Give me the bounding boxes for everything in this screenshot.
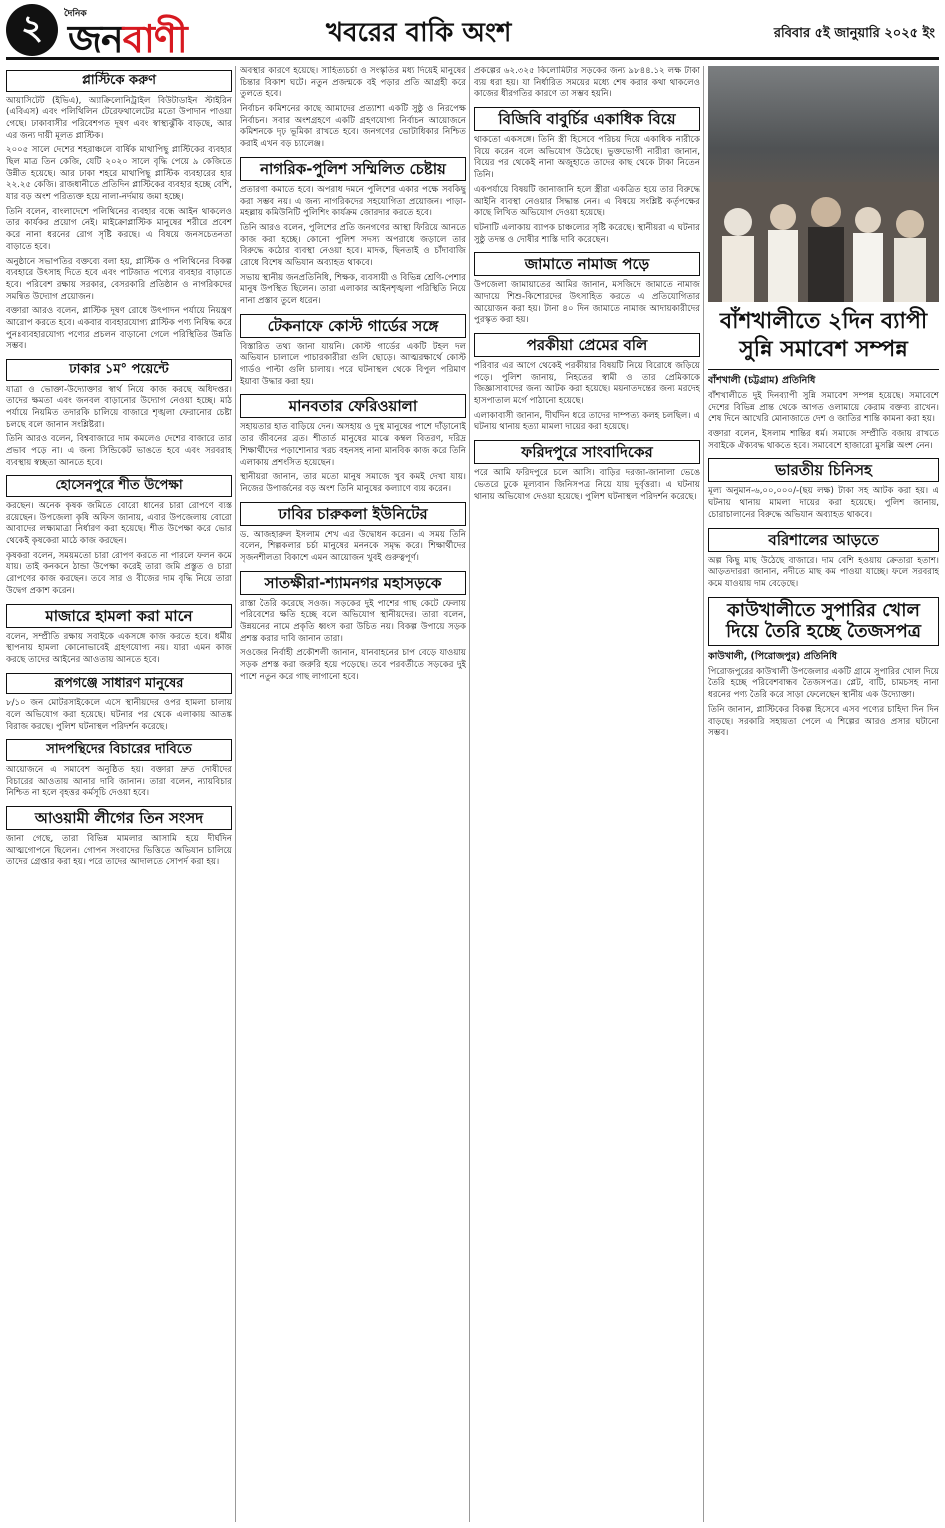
column-1 bbox=[6, 66, 232, 1522]
story-paragraph: ২০০৫ সালে দেশের শহরাঞ্চলে বার্ষিক মাথাপিছু প্লাস্টিকের ব্যবহার ছিল মাত্র তিন কেজি, যেটি ২০২০ সালে বৃদ্ধি পেয়ে ৯ কেজিতে উন্নীত হয়েছে। আর ঢাকা শহরে মাথাপিছু প্লাস্টিক ব্যবহারের হার ২২.২৫ কেজি। রাজধানীতে প্রতিদিন প্লাস্টিকের ব্যবহার হচ্ছে বেশি, যার বড় অংশ পরিত্যক্ত হয়ে নালা-নর্দমায় জমা হচ্ছে। bbox=[6, 145, 232, 203]
story-body bbox=[240, 530, 466, 565]
story-paragraph: ঘটনাটি এলাকায় ব্যাপক চাঞ্চল্যের সৃষ্টি করেছে। স্থানীয়রা এ ঘটনার সুষ্ঠু তদন্ত ও দোষীর শাস্তি দাবি করেছেন। bbox=[474, 222, 700, 245]
news-story bbox=[474, 440, 700, 503]
news-story bbox=[240, 394, 466, 495]
story-paragraph: তিনি বলেন, বাংলাদেশে পলিথিনের ব্যবহার বন্ধে আইন থাকলেও তার কার্যকর প্রয়োগ নেই। মাইক্রোপ্লাস্টিক মানুষের শরীরে প্রবেশ করে নানা ধরনের রোগ সৃষ্টি করছে। এ বিষয়ে জনসচেতনতা বাড়াতে হবে। bbox=[6, 206, 232, 252]
story-paragraph: তিনি আরও বলেন, পুলিশের প্রতি জনগণের আস্থা ফিরিয়ে আনতে কাজ করা হচ্ছে। কোনো পুলিশ সদস্য অপরাধে জড়ালে তার বিরুদ্ধে কঠোর ব্যবস্থা নেওয়া হবে। মাদক, ছিনতাই ও চাঁদাবাজি রোধে বিশেষ অভিযান অব্যাহত থাকবে। bbox=[240, 222, 466, 268]
news-story bbox=[708, 597, 939, 740]
story-headline: বরিশালের আড়তে bbox=[708, 528, 939, 552]
story-headline: মানবতার ফেরিওয়ালা bbox=[240, 394, 466, 418]
story-body bbox=[240, 185, 466, 308]
story-headline: সাতক্ষীরা-শ্যামনগর মহাসড়কে bbox=[240, 571, 466, 595]
news-story bbox=[240, 502, 466, 565]
brand-name bbox=[68, 10, 187, 74]
story-body bbox=[708, 667, 939, 740]
story-paragraph: যাত্রা ও ভোক্তা-উদ্যোক্তার স্বার্থ নিয়ে কাজ করছে অধিদপ্তর। তাদের ক্ষমতা এবং জনবল বাড়ানোর উদ্যোগ নেওয়া হচ্ছে। মাঠ পর্যায়ে নিয়মিত তদারকি চালিয়ে বাজারে শৃঙ্খলা ফেরানোর চেষ্টা চলছে বলে জানান সংশ্লিষ্টরা। bbox=[6, 384, 232, 430]
story-paragraph: ড. আজহারুল ইসলাম শেখ এর উদ্বোধন করেন। এ সময় তিনি বলেন, শিল্পকলার চর্চা মানুষের মননকে সমৃদ্ধ করে। শিক্ষার্থীদের সৃজনশীলতা বিকাশে এমন আয়োজন খুবই গুরুত্বপূর্ণ। bbox=[240, 529, 466, 563]
column-rule bbox=[469, 66, 470, 1522]
news-story bbox=[6, 806, 232, 869]
story-paragraph: এলাকাবাসী জানান, দীর্ঘদিন ধরে তাদের দাম্পত্য কলহ চলছিল। এ ঘটনায় থানায় হত্যা মামলা দায়ের করা হয়েছে। bbox=[474, 410, 700, 433]
story-paragraph: কৃষকরা বলেন, সময়মতো চারা রোপণ করতে না পারলে ফলন কমে যায়। তাই কনকনে ঠান্ডা উপেক্ষা করেই তারা জমি প্রস্তুত ও চারা রোপণের কাজ করছেন। তবে সার ও বীজের দাম বৃদ্ধি নিয়ে তারা উদ্বেগ প্রকাশ করেন। bbox=[6, 550, 232, 596]
story-body bbox=[6, 632, 232, 667]
story-body bbox=[474, 361, 700, 434]
story-paragraph: বলেন, সম্প্রীতি রক্ষায় সবাইকে একসঙ্গে কাজ করতে হবে। ধর্মীয় স্থাপনায় হামলা কোনোভাবেই গ্রহণযোগ্য নয়। যারা এমন কাজ করছে তাদের আইনের আওতায় আনতে হবে। bbox=[6, 631, 232, 665]
story-paragraph: বাঁশখালীতে দুই দিনব্যাপী সুন্নি সমাবেশ সম্পন্ন হয়েছে। সমাবেশে দেশের বিভিন্ন প্রান্ত থেকে আগত ওলামায়ে কেরাম বক্তব্য রাখেন। শেষ দিনে আখেরি মোনাজাতে দেশ ও জাতির শান্তি কামনা করা হয়। bbox=[708, 391, 939, 425]
column-3 bbox=[474, 66, 700, 1522]
story-paragraph: সহায়তার হাত বাড়িয়ে দেন। অসহায় ও দুস্থ মানুষের পাশে দাঁড়ানোই তার জীবনের ব্রত। শীতার্ত মানুষের মাঝে কম্বল বিতরণ, দরিদ্র শিক্ষার্থীদের পড়াশোনার খরচ বহনসহ নানা মানবিক কাজ করে তিনি এলাকায় প্রশংসিত হয়েছেন। bbox=[240, 422, 466, 468]
story-paragraph: করছেন। অনেক কৃষক জমিতে বোরো ধানের চারা রোপণে ব্যস্ত রয়েছেন। উপজেলা কৃষি অফিস জানায়, এবার উপজেলায় বোরো আবাদের লক্ষ্যমাত্রা নির্ধারণ করা হয়েছে। শীত উপেক্ষা করে ভোর থেকেই কৃষকেরা মাঠে কাজ করছেন। bbox=[6, 501, 232, 547]
story-headline: বাঁশখালীতে ২দিন ব্যাপী সুন্নি সমাবেশ সম্পন্ন bbox=[708, 302, 939, 370]
story-body bbox=[708, 486, 939, 521]
news-story bbox=[708, 528, 939, 591]
story-paragraph: মূল্য অনুমান-৬,০০,০০০/-(ছয় লক্ষ) টাকা সহ আটক করা হয়। এ ঘটনায় থানায় মামলা দায়ের করা হয়েছে। পুলিশ জানায়, চোরাচালানের বিরুদ্ধে অভিযান অব্যাহত থাকবে। bbox=[708, 486, 939, 520]
story-headline: নাগরিক-পুলিশ সম্মিলিত চেষ্টায় bbox=[240, 157, 466, 181]
story-headline: ঢাকার ১ম° পয়েন্টে bbox=[6, 359, 232, 381]
story-headline: হোসেনপুরে শীত উপেক্ষা bbox=[6, 475, 232, 497]
news-story bbox=[6, 70, 232, 353]
story-paragraph: বিস্তারিত তথ্য জানা যায়নি। কোস্ট গার্ডের একটি টহল দল অভিযান চালালে পাচারকারীরা গুলি ছোড়ে। আত্মরক্ষার্থে কোস্ট গার্ডও পাল্টা গুলি চালায়। পরে ঘটনাস্থল থেকে বিপুল পরিমাণ ইয়াবা উদ্ধার করা হয়। bbox=[240, 341, 466, 387]
story-body bbox=[6, 834, 232, 869]
story-paragraph: নির্বাচন কমিশনের কাছে আমাদের প্রত্যাশা একটি সুষ্ঠু ও নিরপেক্ষ নির্বাচন। সবার অংশগ্রহণে একটি গ্রহণযোগ্য নির্বাচন আয়োজনে কমিশনকে দৃঢ় ভূমিকা রাখতে হবে। জনগণের ভোটাধিকার নিশ্চিত করাই এখন বড় চ্যালেঞ্জ। bbox=[240, 104, 466, 150]
story-byline: বাঁশখালী (চট্টগ্রাম) প্রতিনিধি bbox=[708, 375, 816, 386]
news-story bbox=[474, 252, 700, 327]
news-story bbox=[240, 66, 466, 151]
story-paragraph: পিরোজপুরের কাউখালী উপজেলার একটি গ্রামে সুপারির খোল দিয়ে তৈরি হচ্ছে পরিবেশবান্ধব তৈজসপত্র। প্লেট, বাটি, চামচসহ নানা ধরনের পণ্য তৈরি করে সাড়া ফেলেছেন স্থানীয় এক উদ্যোক্তা। bbox=[708, 666, 939, 701]
story-paragraph: আয়াসিটেট (ইভিএ), অ্যাক্রিলোনিট্রাইল বিউটাডাইন স্টাইরিন (এবিএস) এবং পলিথিলিন টেরেফথালেটের মতো উপাদান পাওয়া গেছে। ঢাকাবাসীর পরিবেশগত দূষণ এবং স্বাস্থ্যঝুঁকি বাড়ছে, আর এর জন্য দায়ী মূলত প্লাস্টিক। bbox=[6, 95, 232, 141]
story-paragraph: অল্প কিছু মাছ উঠেছে বাজারে। দাম বেশি হওয়ায় ক্রেতারা হতাশ। আড়তদাররা জানান, নদীতে মাছ কম পাওয়া যাচ্ছে। ফলে সরবরাহ কমে যাওয়ায় দাম বেড়েছে। bbox=[708, 555, 939, 589]
story-headline: মাজারে হামলা করা মানে bbox=[6, 604, 232, 628]
news-story bbox=[6, 359, 232, 469]
column-4 bbox=[708, 66, 939, 1522]
story-headline: পরকীয়া প্রেমের বলি bbox=[474, 333, 700, 357]
story-headline: প্লাস্টিকে করুণ bbox=[6, 70, 232, 92]
section-title: খবরের বাকি অংশ bbox=[326, 18, 512, 48]
news-story bbox=[6, 475, 232, 597]
story-body bbox=[6, 385, 232, 470]
story-paragraph: অনুষ্ঠানে সভাপতির বক্তব্যে বলা হয়, প্লাস্টিক ও পলিথিনের বিকল্প ব্যবহারে উৎসাহ দিতে হবে এবং পাটজাত পণ্যের ব্যবহার বাড়াতে হবে। পরিবেশ রক্ষায় সরকার, বেসরকারি প্রতিষ্ঠান ও নাগরিকদের সমন্বিত উদ্যোগ প্রয়োজন। bbox=[6, 256, 232, 302]
story-paragraph: পরিবার এর আগে থেকেই পরকীয়ার বিষয়টি নিয়ে বিরোধে জড়িয়ে পড়ে। পুলিশ জানায়, নিহতের স্বামী ও তার প্রেমিকাকে জিজ্ঞাসাবাদের জন্য আটক করা হয়েছে। ময়নাতদন্তের জন্য মরদেহ হাসপাতাল মর্গে পাঠানো হয়েছে। bbox=[474, 361, 700, 407]
story-paragraph: প্রকল্পের ৬২.৩২৫ কিলোমিটার সড়কের জন্য ৯৮৪৪.১২ লক্ষ টাকা ব্যয় ধরা হয়। যা নির্ধারিত সময়ের মধ্যে শেষ করার কথা থাকলেও কাজের ধীরগতির কারণে তা সম্ভব হয়নি। bbox=[474, 66, 700, 100]
story-body bbox=[240, 599, 466, 684]
story-headline: জামাতে নামাজ পড়ে bbox=[474, 252, 700, 276]
story-headline: আওয়ামী লীগের তিন সংসদ bbox=[6, 806, 232, 830]
story-paragraph: আয়োজনে এ সমাবেশ অনুষ্ঠিত হয়। বক্তারা দ্রুত দোষীদের বিচারের আওতায় আনার দাবি জানান। তারা বলেন, ন্যায়বিচার নিশ্চিত না হলে বৃহত্তর কর্মসূচি দেওয়া হবে। bbox=[6, 764, 232, 799]
story-body bbox=[474, 135, 700, 246]
story-paragraph: উপজেলা জামায়াতের আমির জানান, মসজিদে জামাতে নামাজ আদায়ে শিশু-কিশোরদের উৎসাহিত করতে এ প্রতিযোগিতার আয়োজন করা হয়। টানা ৪০ দিন জামাতে নামাজ আদায়কারীদের পুরস্কৃত করা হয়। bbox=[474, 280, 700, 326]
story-paragraph: থাকতো একসঙ্গে। তিনি স্ত্রী হিসেবে পরিচয় দিয়ে একাধিক নারীকে বিয়ে করেন বলে অভিযোগ উঠেছে। ভুক্তভোগী নারীরা জানান, বিয়ের পর থেকেই নানা অজুহাতে তাদের কাছ থেকে টাকা নিতেন তিনি। bbox=[474, 135, 700, 181]
story-body bbox=[6, 96, 232, 353]
news-story bbox=[474, 66, 700, 101]
story-body bbox=[240, 342, 466, 389]
column-2 bbox=[240, 66, 466, 1522]
column-rule bbox=[703, 66, 704, 1522]
story-body bbox=[474, 66, 700, 101]
story-headline: টেকনাফে কোস্ট গার্ডের সঙ্গে bbox=[240, 314, 466, 338]
story-paragraph: বক্তারা বলেন, ইসলাম শান্তির ধর্ম। সমাজে সম্প্রীতি বজায় রাখতে সবাইকে ঐক্যবদ্ধ থাকতে হবে। সমাবেশে হাজারো মুসল্লি অংশ নেন। bbox=[708, 429, 939, 451]
story-paragraph: একপর্যায়ে বিষয়টি জানাজানি হলে স্ত্রীরা একত্রিত হয়ে তার বিরুদ্ধে আইনি ব্যবস্থা নেওয়ার সিদ্ধান্ত নেন। এ বিষয়ে সংশ্লিষ্ট কর্তৃপক্ষের কাছে লিখিত অভিযোগ দেওয়া হয়েছে। bbox=[474, 184, 700, 219]
story-headline: ঢাবির চারুকলা ইউনিটের bbox=[240, 502, 466, 526]
story-paragraph: বক্তারা আরও বলেন, প্লাস্টিক দূষণ রোধে উৎপাদন পর্যায়ে নিয়ন্ত্রণ আরোপ করতে হবে। একবার ব্যবহারযোগ্য প্লাস্টিক পণ্য নিষিদ্ধ করে পুনঃব্যবহারযোগ্য পণ্যের প্রচলন বাড়ানো গেলে পরিস্থিতির উন্নতি সম্ভব। bbox=[6, 306, 232, 352]
story-body bbox=[6, 501, 232, 598]
column-rule bbox=[235, 66, 236, 1522]
story-paragraph: তিনি জানান, প্লাস্টিকের বিকল্প হিসেবে এসব পণ্যের চাহিদা দিন দিন বাড়ছে। সরকারি সহায়তা পেলে এ শিল্পের আরও প্রসার ঘটানো সম্ভব। bbox=[708, 704, 939, 739]
story-paragraph: অবস্থার কারণে হয়েছে। সাহিত্যচর্চা ও সংস্কৃতির মধ্য দিয়েই মানুষের চিন্তার বিকাশ ঘটে। নতুন প্রজন্মকে বই পড়ার প্রতি আগ্রহী করে তুলতে হবে। bbox=[240, 66, 466, 100]
story-headline: রূপগঞ্জে সাধারণ মানুষের bbox=[6, 673, 232, 695]
brand-name-part-b: বাণী bbox=[122, 17, 187, 61]
news-story bbox=[240, 157, 466, 308]
issue-date: রবিবার ৫ই জানুয়ারি ২০২৫ ইং bbox=[773, 26, 935, 41]
story-headline: ভারতীয় চিনিসহ bbox=[708, 458, 939, 482]
story-body bbox=[6, 765, 232, 800]
story-headline: কাউখালীতে সুপারির খোল দিয়ে তৈরি হচ্ছে তৈজসপত্র bbox=[708, 597, 939, 646]
news-story bbox=[6, 673, 232, 734]
brand-name-part-a: জন bbox=[68, 17, 123, 61]
story-paragraph: সওজের নির্বাহী প্রকৌশলী জানান, যানবাহনের চাপ বেড়ে যাওয়ায় সড়ক প্রশস্ত করা জরুরি হয়ে পড়েছে। তবে পরবর্তীতে সড়কের দুই পাশে নতুন করে গাছ লাগানো হবে। bbox=[240, 648, 466, 682]
masthead bbox=[6, 4, 939, 60]
news-story bbox=[474, 333, 700, 434]
story-paragraph: তিনি আরও বলেন, বিশ্ববাজারে দাম কমলেও দেশের বাজারে তার প্রভাব পড়ে না। এ জন্য সিন্ডিকেট ভাঙতে হবে এবং সরবরাহ ব্যবস্থায় স্বচ্ছতা আনতে হবে। bbox=[6, 434, 232, 468]
story-headline: ফরিদপুরে সাংবাদিকের bbox=[474, 440, 700, 464]
news-story bbox=[6, 604, 232, 667]
news-photo bbox=[708, 66, 939, 302]
story-body bbox=[6, 698, 232, 733]
story-paragraph: রাস্তা তৈরি করেছে সওজ। সড়কের দুই পাশের গাছ কেটে ফেলায় পরিবেশের ক্ষতি হচ্ছে বলে অভিযোগ স্থানীয়দের। তারা বলেন, উন্নয়নের নামে প্রকৃতি ধ্বংস করা উচিত নয়। বিকল্প উপায়ে সড়ক প্রশস্ত করার দাবি জানান তারা। bbox=[240, 598, 466, 644]
story-headline: বিজিবি বাবুর্চির একাধিক বিয়ে bbox=[474, 107, 700, 131]
news-story bbox=[240, 314, 466, 389]
story-paragraph: সভায় স্থানীয় জনপ্রতিনিধি, শিক্ষক, ব্যবসায়ী ও বিভিন্ন শ্রেণি-পেশার মানুষ উপস্থিত ছিলেন। তারা এলাকার আইনশৃঙ্খলা পরিস্থিতি নিয়ে নানা প্রস্তাব তুলে ধরেন। bbox=[240, 272, 466, 306]
story-paragraph: পরে আমি ফরিদপুরে চলে আসি। বাড়ির দরজা-জানালা ভেঙে ভেতরে ঢুকে মূল্যবান জিনিসপত্র নিয়ে যায় দুর্বৃত্তরা। এ ঘটনায় থানায় অভিযোগ দেওয়া হয়েছে। পুলিশ ঘটনাস্থল পরিদর্শন করেছে। bbox=[474, 468, 700, 502]
story-body bbox=[474, 280, 700, 327]
news-story bbox=[708, 458, 939, 521]
story-headline: সাদপন্থিদের বিচারের দাবিতে bbox=[6, 739, 232, 761]
story-body bbox=[240, 422, 466, 495]
news-story bbox=[6, 739, 232, 800]
page-number-badge: ২ bbox=[6, 4, 58, 56]
news-story bbox=[240, 571, 466, 684]
story-paragraph: ৮/১০ জন মোটরসাইকেলে এসে স্থানীয়দের ওপর হামলা চালায় বলে অভিযোগ করা হয়েছে। ঘটনার পর থেকে এলাকায় আতঙ্ক বিরাজ করছে। পুলিশ ঘটনাস্থল পরিদর্শন করেছে। bbox=[6, 698, 232, 732]
story-paragraph: জানা গেছে, তারা বিভিন্ন মামলার আসামি হয়ে দীর্ঘদিন আত্মগোপনে ছিলেন। গোপন সংবাদের ভিত্তিতে অভিযান চালিয়ে তাদের গ্রেপ্তার করা হয়। পরে তাদের আদালতে সোপর্দ করা হয়। bbox=[6, 833, 232, 868]
story-body bbox=[708, 556, 939, 591]
story-body bbox=[474, 468, 700, 503]
story-byline: কাউখালী, (পিরোজপুর) প্রতিনিধি bbox=[708, 650, 838, 662]
story-paragraph: স্থানীয়রা জানান, তার মতো মানুষ সমাজে খুব কমই দেখা যায়। নিজের উপার্জনের বড় অংশ তিনি মানুষের কল্যাণে ব্যয় করেন। bbox=[240, 472, 466, 494]
brand-logo bbox=[64, 6, 244, 61]
story-body bbox=[240, 66, 466, 151]
story-paragraph: প্রতারণা কমাতে হবে। অপরাধ দমনে পুলিশের একার পক্ষে সবকিছু করা সম্ভব নয়। এ জন্য নাগরিকদের সহযোগিতা প্রয়োজন। পাড়া-মহল্লায় কমিউনিটি পুলিশিং কার্যক্রম জোরদার করতে হবে। bbox=[240, 184, 466, 219]
news-story bbox=[474, 107, 700, 246]
crowd-photo-illustration bbox=[708, 182, 939, 302]
story-body bbox=[708, 391, 939, 452]
brand-prefix: দৈনিক bbox=[64, 9, 87, 19]
news-story bbox=[708, 302, 939, 452]
